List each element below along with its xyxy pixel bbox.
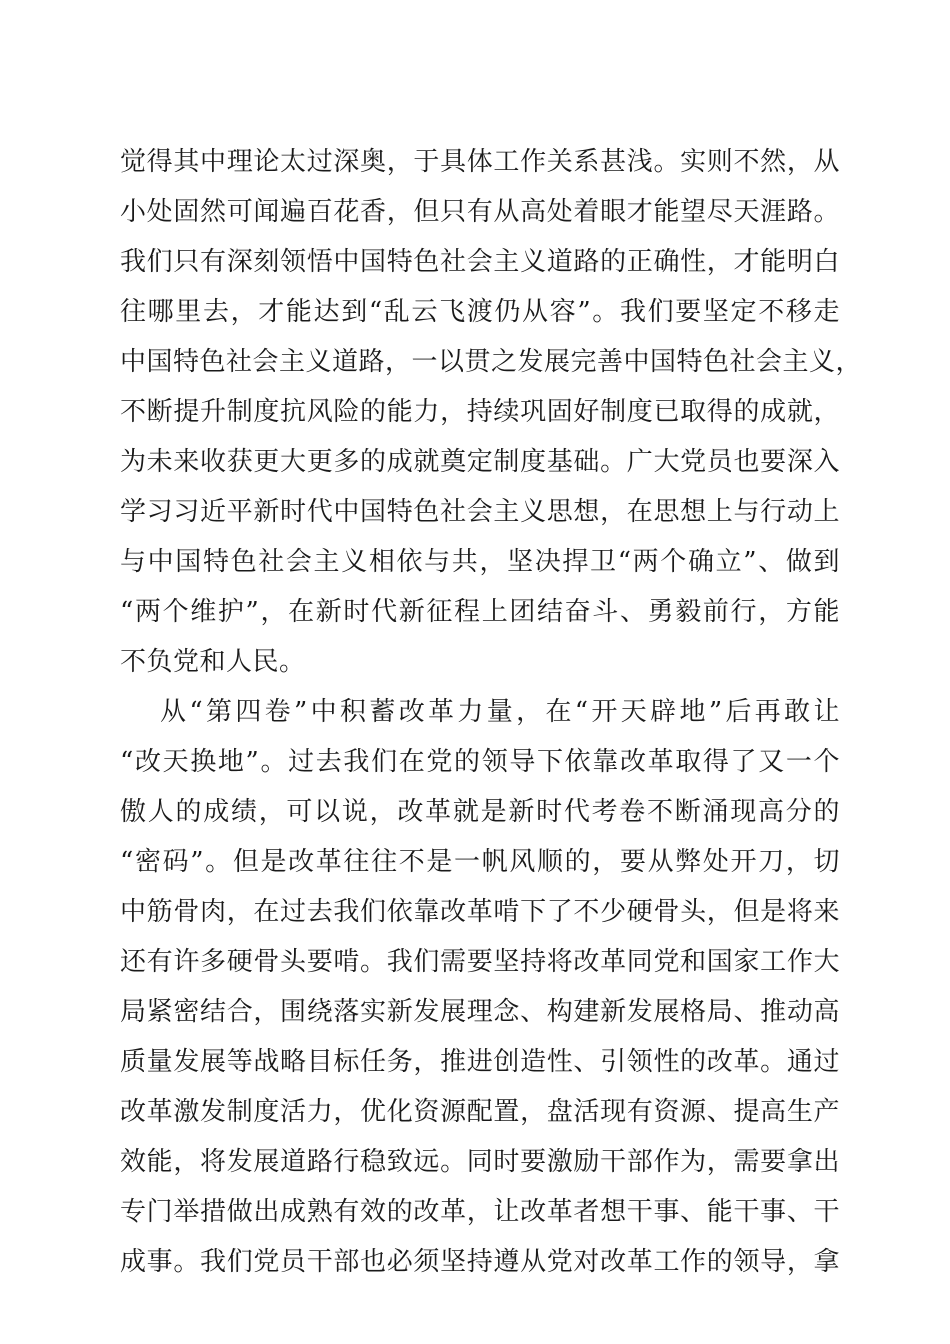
text-line: 中国特色社会主义道路，一以贯之发展完善中国特色社会主义， — [120, 347, 863, 377]
text-line: 往哪里去，才能达到“乱云飞渡仍从容”。我们要坚定不移走 — [120, 297, 840, 327]
text-line: 我们只有深刻领悟中国特色社会主义道路的正确性，才能明白 — [120, 247, 840, 277]
text-line: 从“第四卷”中积蓄改革力量，在“开天辟地”后再敢让 — [160, 697, 840, 727]
paragraph-2 — [120, 687, 840, 1287]
text-line: 小处固然可闻遍百花香，但只有从高处着眼才能望尽天涯路。 — [120, 197, 840, 227]
text-line: 学习习近平新时代中国特色社会主义思想，在思想上与行动上 — [120, 497, 840, 527]
text-line: 傲人的成绩，可以说，改革就是新时代考卷不断涌现高分的 — [120, 797, 840, 827]
text-line: 中筋骨肉，在过去我们依靠改革啃下了不少硬骨头，但是将来 — [120, 897, 840, 927]
text-line: 为未来收获更大更多的成就奠定制度基础。广大党员也要深入 — [120, 447, 840, 477]
text-line: “改天换地”。过去我们在党的领导下依靠改革取得了又一个 — [120, 747, 840, 777]
text-line: 不断提升制度抗风险的能力，持续巩固好制度已取得的成就， — [120, 397, 840, 427]
text-line: 效能，将发展道路行稳致远。同时要激励干部作为，需要拿出 — [120, 1147, 840, 1177]
text-line: 觉得其中理论太过深奥，于具体工作关系甚浅。实则不然，从 — [120, 147, 840, 177]
text-line: 改革激发制度活力，优化资源配置，盘活现有资源、提高生产 — [120, 1097, 840, 1127]
text-line: 成事。我们党员干部也必须坚持遵从党对改革工作的领导，拿 — [120, 1247, 840, 1277]
text-line: “两个维护”，在新时代新征程上团结奋斗、勇毅前行，方能 — [120, 597, 840, 627]
text-line: 不负党和人民。 — [120, 647, 306, 677]
text-line: “密码”。但是改革往往不是一帆风顺的，要从弊处开刀，切 — [120, 847, 840, 877]
paragraph-1 — [120, 137, 863, 687]
body-text — [120, 137, 863, 1287]
text-line: 局紧密结合，围绕落实新发展理念、构建新发展格局、推动高 — [120, 997, 840, 1027]
text-line: 专门举措做出成熟有效的改革，让改革者想干事、能干事、干 — [120, 1197, 840, 1227]
text-line: 还有许多硬骨头要啃。我们需要坚持将改革同党和国家工作大 — [120, 947, 840, 977]
text-line: 质量发展等战略目标任务，推进创造性、引领性的改革。通过 — [120, 1047, 840, 1077]
text-line: 与中国特色社会主义相依与共，坚决捍卫“两个确立”、做到 — [120, 547, 840, 577]
